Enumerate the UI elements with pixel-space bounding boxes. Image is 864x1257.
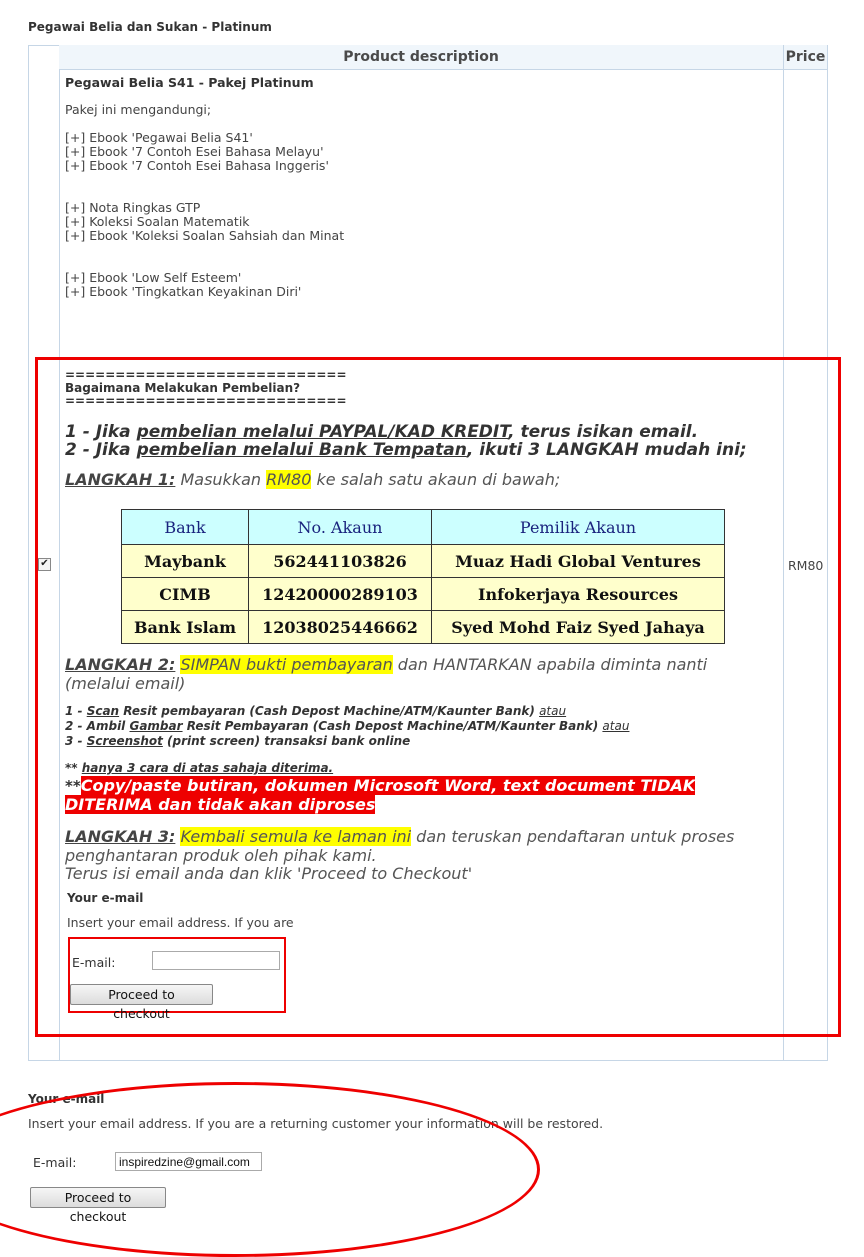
bank-header-bank: Bank — [122, 510, 249, 545]
bank-table-header — [122, 510, 725, 545]
inner-email-desc: Insert your email address. If you are — [67, 915, 294, 930]
list-item: [+] Ebook 'Tingkatkan Keyakinan Diri' — [65, 284, 302, 299]
list-item: [+] Ebook 'Low Self Esteem' — [65, 270, 242, 285]
step-2-note: (melalui email) — [65, 674, 186, 693]
option-2: 2 - Jika pembelian melalui Bank Tempatan, ikuti 3 LANGKAH mudah ini; — [65, 440, 747, 460]
email-label: E-mail: — [33, 1155, 77, 1170]
package-group-1 — [65, 131, 329, 173]
step-2: LANGKAH 2: SIMPAN bukti pembayaran dan HANTARKAN apabila diminta nanti — [65, 655, 708, 674]
account-number: 562441103826 — [249, 545, 432, 578]
note-warning: **Copy/paste butiran, dokumen Microsoft Word, text document TIDAK DITERIMA dan tidak akan diproses — [65, 776, 696, 814]
inner-email-heading: Your e-mail — [67, 891, 144, 905]
account-owner: Muaz Hadi Global Ventures — [432, 545, 725, 578]
table-row — [122, 611, 725, 644]
package-intro: Pakej ini mengandungi; — [65, 102, 212, 117]
bank-name: Bank Islam — [122, 611, 249, 644]
page-title: Pegawai Belia dan Sukan - Platinum — [28, 20, 272, 34]
purchase-how-header — [65, 369, 347, 408]
email-heading: Your e-mail — [28, 1092, 105, 1106]
method-3: 3 - Screenshot (print screen) transaksi bank online — [65, 734, 411, 748]
table-row — [122, 578, 725, 611]
warning-text: Copy/paste butiran, dokumen Microsoft Word, text document TIDAK — [80, 776, 696, 795]
bank-header-account: No. Akaun — [249, 510, 432, 545]
inner-email-input[interactable] — [152, 951, 280, 970]
product-price: RM80 — [788, 558, 824, 573]
header-price: Price — [785, 49, 826, 65]
account-owner: Syed Mohd Faiz Syed Jahaya — [432, 611, 725, 644]
product-name: Pegawai Belia S41 - Pakej Platinum — [65, 75, 314, 90]
list-item: [+] Ebook '7 Contoh Esei Bahasa Inggeris' — [65, 158, 329, 173]
separator: ============================ — [65, 394, 347, 408]
warning-text: DITERIMA dan tidak akan diproses — [65, 795, 376, 814]
list-item: [+] Koleksi Soalan Matematik — [65, 214, 250, 229]
list-item: [+] Ebook '7 Contoh Esei Bahasa Melayu' — [65, 144, 324, 159]
account-number: 12420000289103 — [249, 578, 432, 611]
note-accepted: ** hanya 3 cara di atas sahaja diterima. — [65, 761, 334, 775]
step-1: LANGKAH 1: Masukkan RM80 ke salah satu akaun di bawah; — [65, 470, 561, 489]
package-group-3 — [65, 271, 301, 299]
how-title: Bagaimana Melakukan Pembelian? — [65, 381, 301, 395]
bank-header-owner: Pemilik Akaun — [432, 510, 725, 545]
annotation-red-ellipse — [0, 1082, 540, 1257]
inner-email-label: E-mail: — [72, 955, 116, 970]
table-row — [122, 545, 725, 578]
method-2: 2 - Ambil Gambar Resit Pembayaran (Cash Depost Machine/ATM/Kaunter Bank) atau — [65, 719, 630, 733]
step-3-line-2: penghantaran produk oleh pihak kami. — [65, 846, 377, 865]
list-item: [+] Ebook 'Pegawai Belia S41' — [65, 130, 253, 145]
bank-name: Maybank — [122, 545, 249, 578]
method-1: 1 - Scan Resit pembayaran (Cash Depost Machine/ATM/Kaunter Bank) atau — [65, 704, 567, 718]
email-description: Insert your email address. If you are a returning customer your information will be restored. — [28, 1116, 604, 1131]
separator: ============================ — [65, 368, 347, 382]
step-3: LANGKAH 3: Kembali semula ke laman ini dan teruskan pendaftaran untuk proses — [65, 827, 735, 846]
step-3-line-3: Terus isi email anda dan klik 'Proceed to Checkout' — [65, 864, 473, 883]
inner-proceed-button[interactable]: Proceed to checkout — [70, 984, 213, 1005]
bank-accounts-table — [121, 509, 725, 644]
option-1: 1 - Jika pembelian melalui PAYPAL/KAD KREDIT, terus isikan email. — [65, 422, 699, 442]
list-item: [+] Ebook 'Koleksi Soalan Sahsiah dan Minat — [65, 228, 345, 243]
product-checkbox[interactable]: ✔ — [38, 558, 51, 571]
account-owner: Infokerjaya Resources — [432, 578, 725, 611]
header-product-description: Product description — [343, 49, 499, 65]
list-item: [+] Nota Ringkas GTP — [65, 200, 201, 215]
account-number: 12038025446662 — [249, 611, 432, 644]
bank-name: CIMB — [122, 578, 249, 611]
package-group-2 — [65, 201, 344, 243]
proceed-to-checkout-button[interactable]: Proceed to checkout — [30, 1187, 166, 1208]
